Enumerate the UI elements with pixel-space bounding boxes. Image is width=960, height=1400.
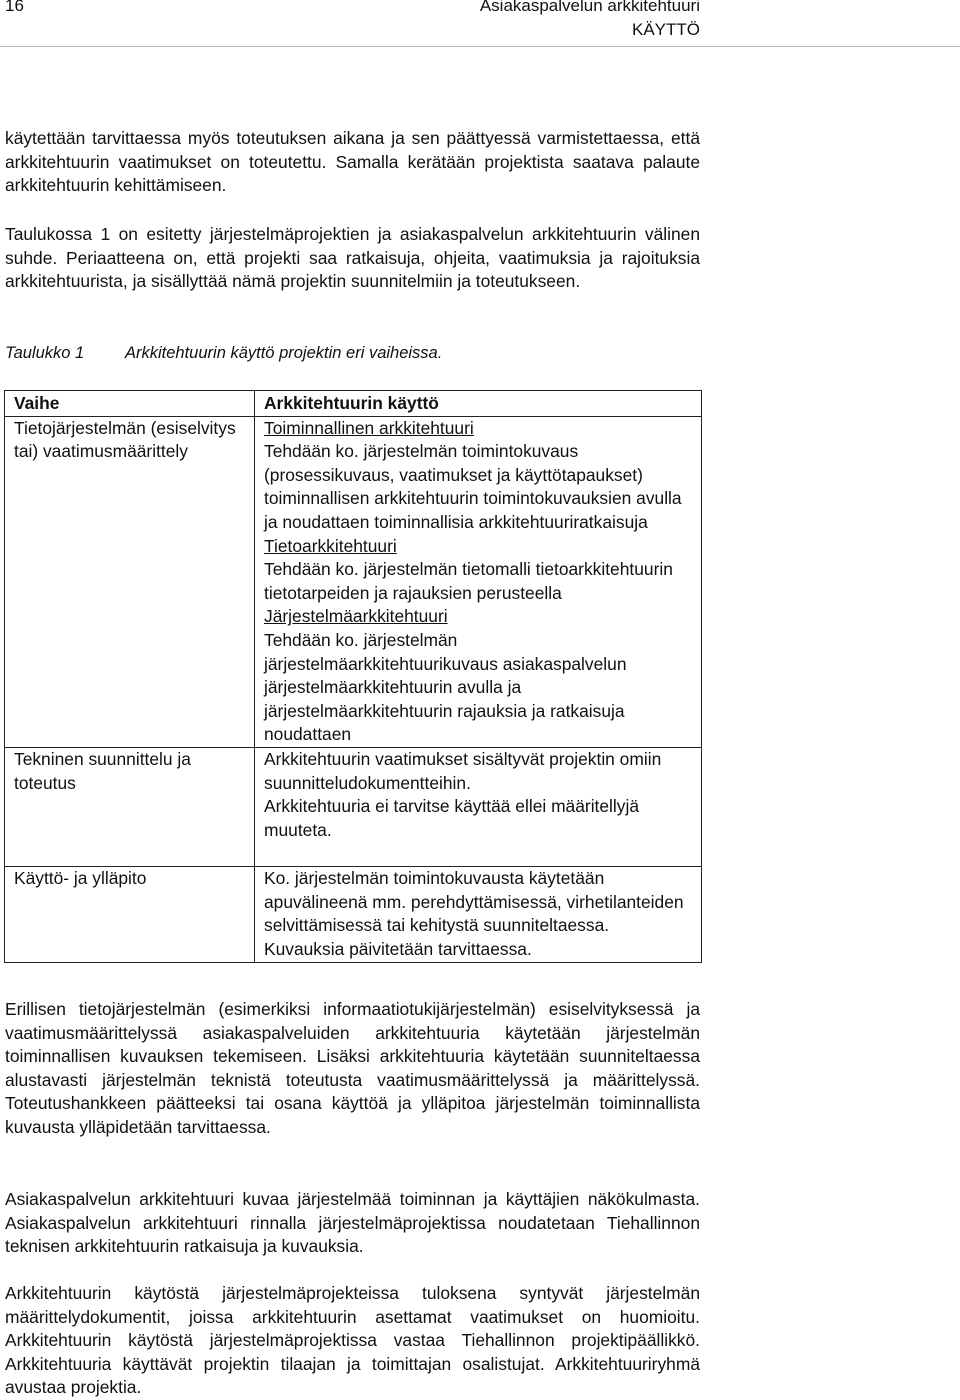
table-header-row [5, 391, 702, 417]
block-text: Tehdään ko. järjestelmän toimintokuvaus (prosessikuvaus, vaatimukset ja käyttötapaukset) toiminnallisen arkkitehtuurin toimintokuvauksien avulla ja noudattaen toiminnallisia arkkitehtuuriratkaisuja [264, 441, 682, 532]
block-text: Tehdään ko. järjestelmän järjestelmäarkkitehtuurikuvaus asiakaspalvelun järjestelmäarkkitehtuurin avulla ja järjestelmäarkkitehtuurin rajauksia ja ratkaisuja noudattaen [264, 629, 627, 745]
usage-cell [255, 416, 702, 747]
usage-cell [255, 747, 702, 866]
table-row [5, 867, 702, 962]
body-paragraph-3: Erillisen tietojärjestelmän (esimerkiksi informaatiotukijärjestelmän) esiselvityksessä ja vaatimusmäärittelyssä asiakaspalveluiden arkkitehtuuria käytetään järjestelmän toiminnallisen kuvauksen tekemiseen. Lisäksi arkkitehtuuria käytetään suunniteltaessa alustavasti järjestelmän teknistä toteutusta vaatimusmäärittelyssä ja määrittelyssä. Toteutushankkeen päätteeksi tai osana käyttöä ja ylläpitoa järjestelmän toiminnallista kuvausta ylläpidetään tarvittaessa. [5, 999, 700, 1137]
block-text: Arkkitehtuuria ei tarvitse käyttää ellei määritellyjä muuteta. [264, 796, 640, 840]
table-row [5, 747, 702, 866]
body-paragraph-5: Arkkitehtuurin käytöstä järjestelmäprojekteissa tuloksena syntyvät järjestelmän määrittelydokumentit, joissa arkkitehtuurin asettamat vaatimukset on huomioitu. Arkkitehtuurin käytöstä järjestelmäprojektissa vastaa Tiehallinnon projektipäällikkö. Arkkitehtuuria käyttävät projektin tilaajan ja toimittajan osalistujat. Arkkitehtuuriryhmä avustaa projektia. [5, 1283, 700, 1398]
block-text: Ko. järjestelmän toimintokuvausta käytetään apuvälineenä mm. perehdyttämisessä, virhetilanteiden selvittämisessä tai kehitystä suunniteltaessa. Kuvauksia päivitetään tarvittaessa. [264, 868, 684, 960]
phase-cell: Tekninen suunnittelu ja toteutus [5, 747, 255, 866]
intro-paragraph-1: käytettään tarvittaessa myös toteutuksen aikana ja sen päättyessä varmistettaessa, että arkkitehtuurin vaatimukset on toteutettu. Samalla kerätään projektista saatava palaute arkkitehtuurin kehittämiseen. [5, 128, 700, 196]
block-heading: Toiminnallinen arkkitehtuuri [264, 417, 474, 438]
body-paragraph-4: Asiakaspalvelun arkkitehtuuri kuvaa järjestelmää toiminnan ja käyttäjien näkökulmasta. Asiakaspalvelun arkkitehtuuri rinnalla järjestelmäprojektissa noudatetaan Tiehallinnon teknisen arkkitehtuurin ratkaisuja ja kuvauksia. [5, 1189, 700, 1257]
intro-paragraph-2: Taulukossa 1 on esitetty järjestelmäprojektien ja asiakaspalvelun arkkitehtuurin välinen suhde. Periaatteena on, että projekti saa ratkaisuja, ohjeita, vaatimuksia ja rajoituksia arkkitehtuurista, ja sisällyttää nämä projektin suunnitelmiin ja toteutukseen. [5, 224, 700, 292]
block-text: Arkkitehtuurin vaatimukset sisältyvät projektin omiin suunnitteludokumentteihin. [264, 748, 662, 793]
table-caption-number: Taulukko 1 [5, 344, 85, 362]
architecture-usage-table [4, 390, 702, 963]
header-phase: Vaihe [5, 391, 255, 417]
header-rule [0, 46, 960, 47]
table-caption-text: Arkkitehtuurin käyttö projektin eri vaiheissa. [125, 344, 443, 362]
table-row [5, 416, 702, 747]
running-title: Asiakaspalvelun arkkitehtuuri [479, 0, 700, 15]
header-usage: Arkkitehtuurin käyttö [255, 391, 702, 417]
phase-cell: Käyttö- ja ylläpito [5, 867, 255, 962]
running-section: KÄYTTÖ [631, 20, 700, 39]
page-number: 16 [5, 0, 24, 15]
usage-cell [255, 867, 702, 962]
table-caption [5, 342, 442, 366]
block-text: Tehdään ko. järjestelmän tietomalli tietoarkkitehtuurin tietotarpeiden ja rajauksien perusteella [264, 559, 673, 603]
phase-cell: Tietojärjestelmän (esiselvitys tai) vaatimusmäärittely [5, 416, 255, 747]
page-header [0, 0, 960, 46]
block-heading: Järjestelmäarkkitehtuuri [264, 606, 448, 627]
block-heading: Tietoarkkitehtuuri [264, 535, 397, 556]
